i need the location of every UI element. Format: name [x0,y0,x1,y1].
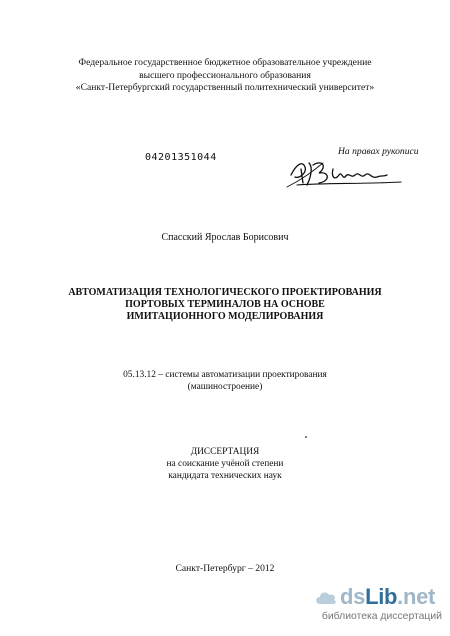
dslib-watermark [314,584,442,628]
title-line-2: ПОРТОВЫХ ТЕРМИНАЛОВ НА ОСНОВЕ [125,299,325,310]
cloud-icon [314,588,338,606]
watermark-subtitle: библиотека диссертаций [321,611,442,622]
author-name: Спасский Ярослав Борисович [161,232,289,243]
dissertation-title [0,287,450,323]
watermark-logo: dsLib.net [340,584,436,609]
title-line-3: ИМИТАЦИОННОГО МОДЕЛИРОВАНИЯ [126,311,324,322]
manuscript-note: На правах рукописи [338,146,419,157]
city-year: Санкт-Петербург – 2012 [175,563,275,574]
degree-line-2: на соискание учёной степени [166,459,284,469]
registration-number: 04201351044 [145,152,217,163]
specialty-line-1: 05.13.12 – системы автоматизации проектирования [123,370,327,380]
degree-line-3: кандидата технических наук [168,471,282,481]
title-line-1: АВТОМАТИЗАЦИЯ ТЕХНОЛОГИЧЕСКОГО ПРОЕКТИРОВАНИЯ [68,287,382,298]
handwritten-signature [283,153,408,193]
institution-line-2: высшего профессионального образования [139,69,311,81]
degree-block [0,446,450,482]
specialty-line-2: (машиностроение) [187,382,263,392]
institution-line-1: Федеральное государственное бюджетное образовательное учреждение [78,57,372,68]
scan-speck [305,436,307,438]
institution-line-3: «Санкт-Петербургский государственный политехнический университет» [75,82,375,94]
specialty-block [0,369,450,393]
degree-line-1: ДИССЕРТАЦИЯ [190,447,260,457]
institution-header [0,57,450,95]
